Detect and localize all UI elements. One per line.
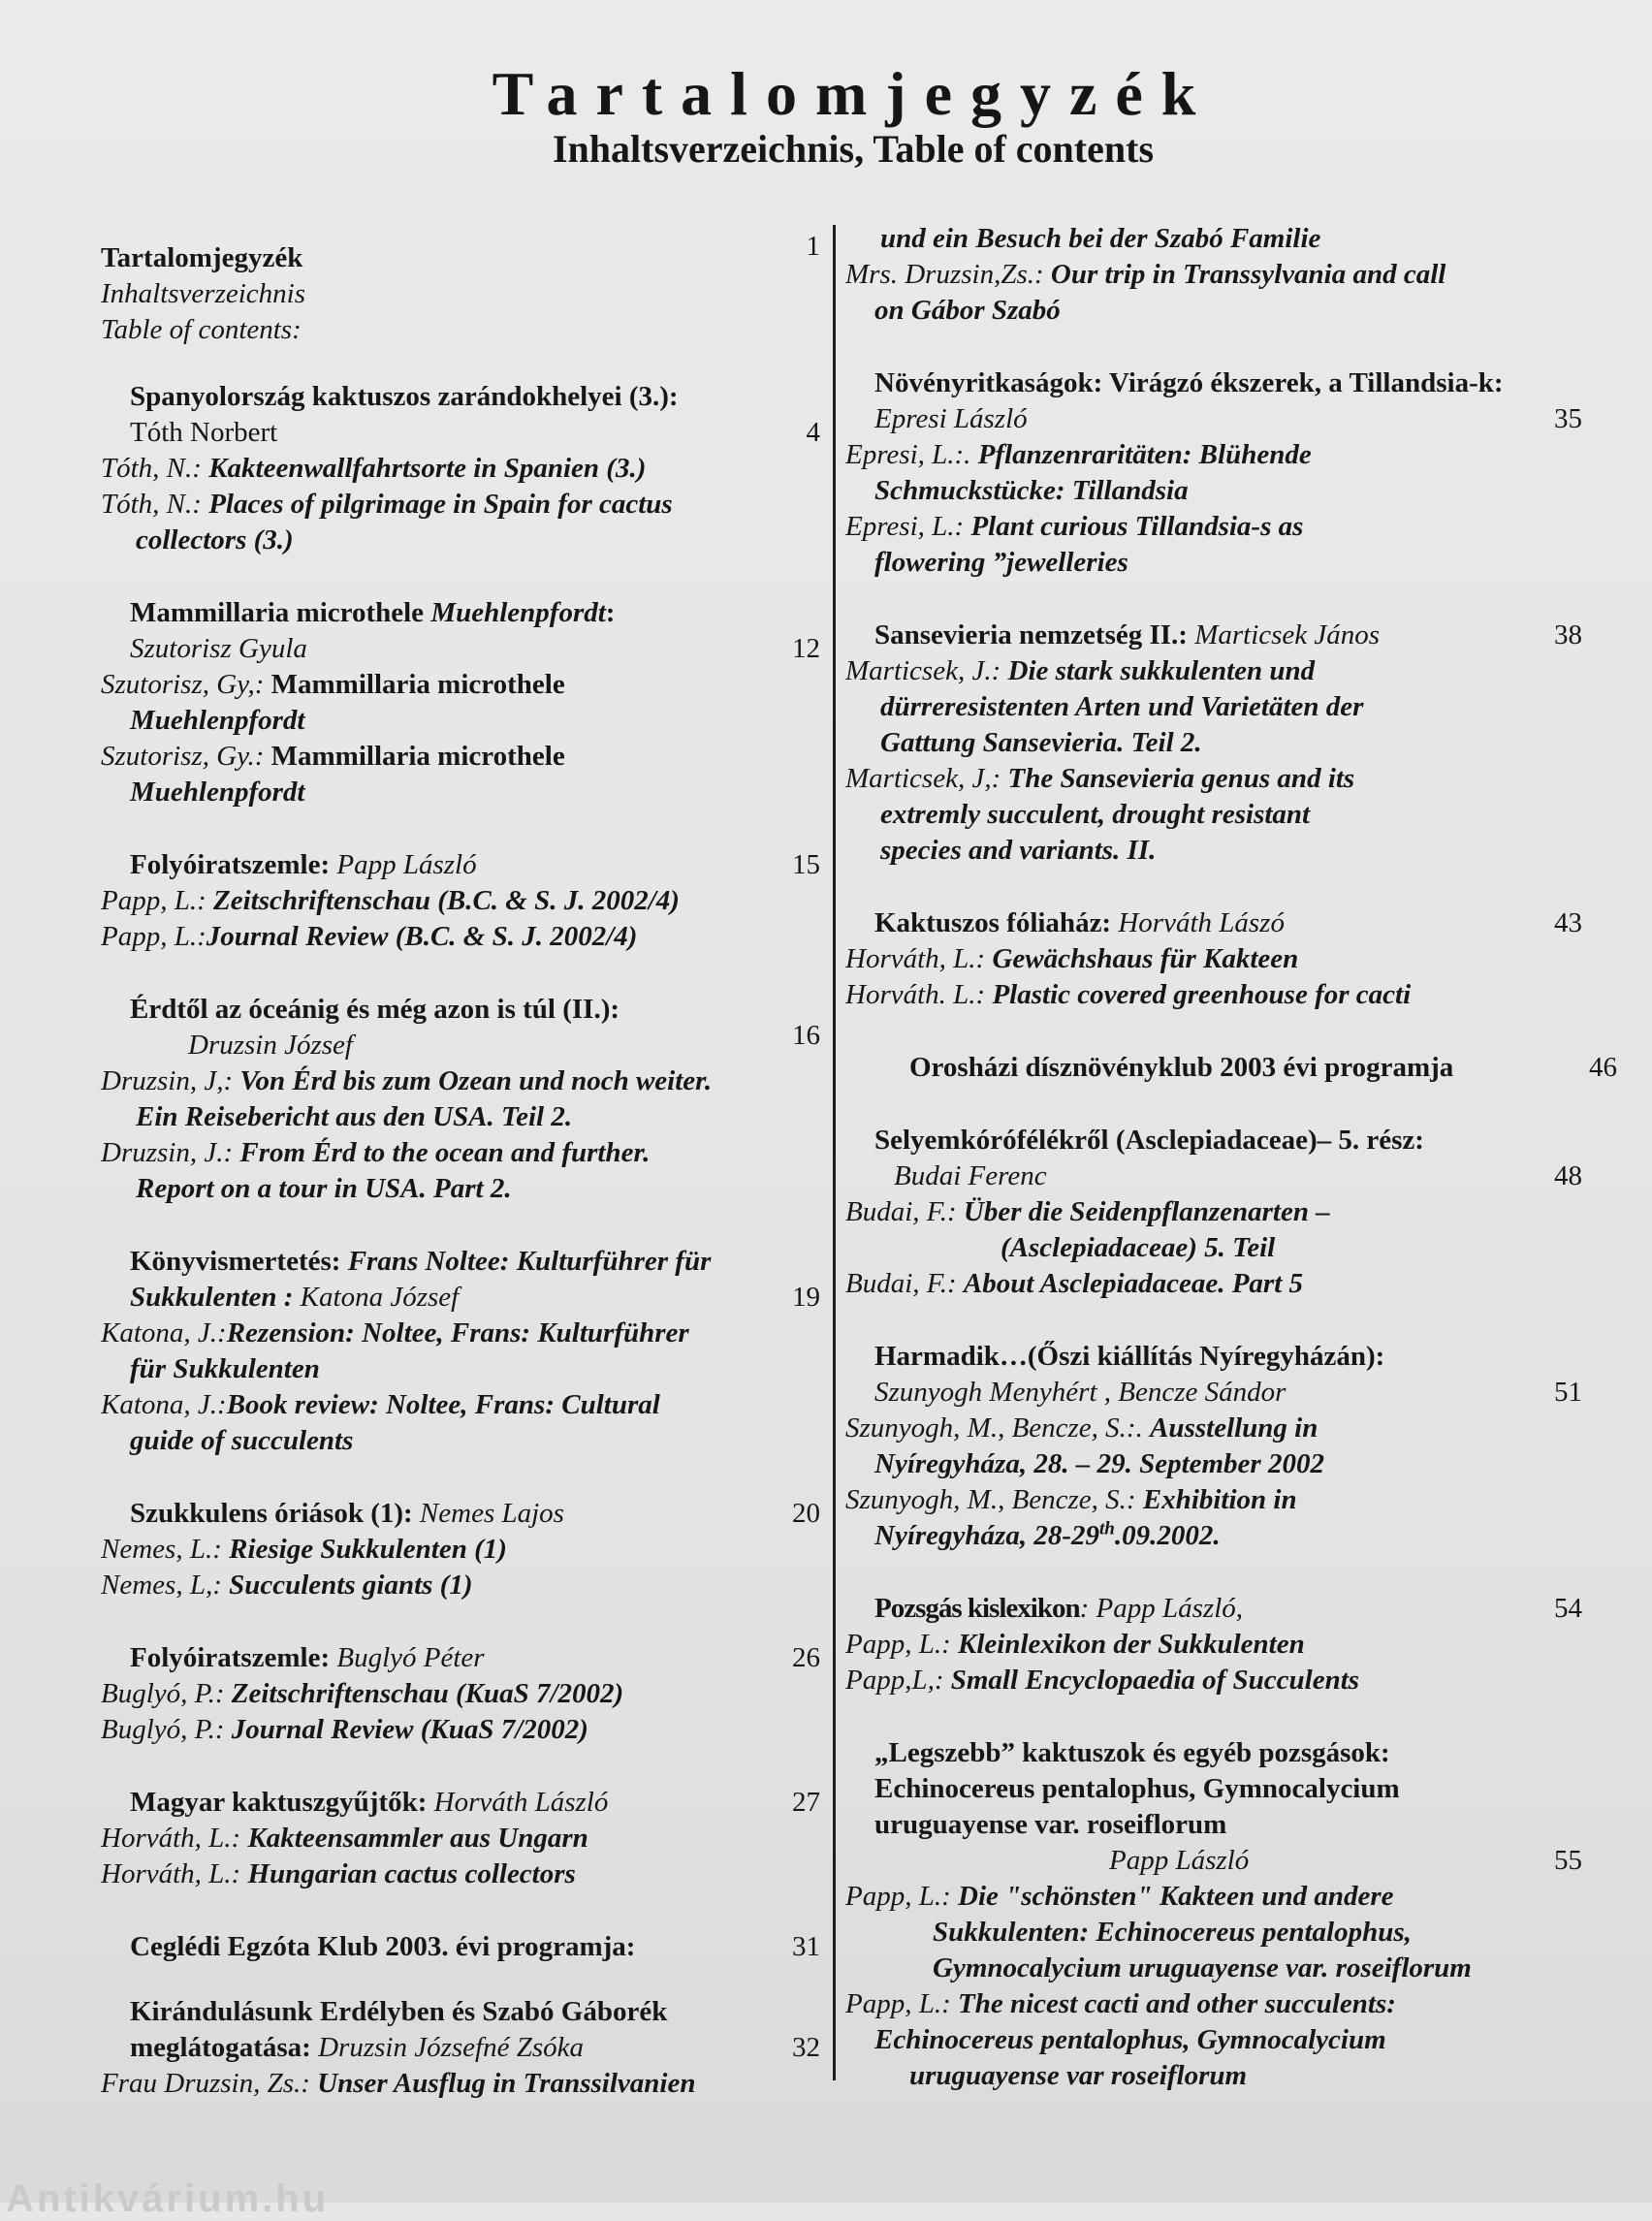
- entry-title-de: Szutorisz, Gy,: Mammillaria microthele: [101, 669, 565, 700]
- entry-title-en: Tóth, N.: Places of pilgrimage in Spain for cactus: [101, 489, 673, 520]
- entry-title: Magyar kaktuszgyűjtők: Horváth László 27: [101, 1785, 820, 1821]
- toc-entry-nicest: [845, 1735, 1582, 2094]
- entry-title-en: Szutorisz, Gy.: Mammillaria microthele: [101, 741, 565, 772]
- entry-author: Tóth Norbert 4: [101, 415, 820, 451]
- entry-title-de: Budai, F.: Über die Seidenpflanzenarten –: [845, 1196, 1330, 1227]
- column-divider: [833, 225, 836, 2080]
- entry-title-de: Epresi, L.:. Pflanzenraritäten: Blühende: [845, 439, 1312, 470]
- entry-title-de-cont: Gattung Sansevieria. Teil 2.: [880, 727, 1202, 758]
- entry-title-en: Papp, L.: The nicest cacti and other succulents:: [845, 1988, 1396, 2019]
- entry-title-en: Marticsek, J,: The Sansevieria genus and its: [845, 763, 1355, 794]
- page-number: 51: [1554, 1377, 1582, 1408]
- entry-title-en: Mrs. Druzsin,Zs.: Our trip in Transsylvania and call: [845, 259, 1446, 290]
- page-subtitle: Inhaltsverzeichnis, Table of contents: [552, 127, 1155, 171]
- entry-title-en: Buglyó, P.: Journal Review (KuaS 7/2002): [101, 1714, 588, 1745]
- entry-title-en: Druzsin, J.: From Érd to the ocean and further.: [101, 1137, 651, 1168]
- entry-title-de: Inhaltsverzeichnis: [101, 278, 306, 309]
- page-number: 16: [792, 1020, 820, 1051]
- entry-title-en-cont: species and variants. II.: [880, 835, 1157, 866]
- toc-entry-greenhouse: [845, 905, 1582, 1013]
- entry-title-en-cont: Muehlenpfordt: [130, 777, 305, 808]
- toc-entry-collectors: [101, 1785, 820, 1892]
- page-number: 31: [792, 1931, 820, 1962]
- page-number: 19: [792, 1282, 820, 1313]
- entry-title: Ceglédi Egzóta Klub 2003. évi programja: 31: [101, 1929, 820, 1965]
- entry-title-de: Papp, L.: Kleinlexikon der Sukkulenten: [845, 1629, 1305, 1660]
- entry-title-en: Papp, L.:Journal Review (B.C. & S. J. 2002/4): [101, 921, 638, 952]
- toc-entry-erd: [101, 992, 820, 1207]
- entry-title-de: Buglyó, P.: Zeitschriftenschau (KuaS 7/2002): [101, 1678, 624, 1709]
- toc-entry-oroshaza: [880, 1050, 1617, 1086]
- entry-title: Folyóiratszemle: Papp László 15: [101, 847, 820, 883]
- toc-entry-contents: [101, 229, 820, 345]
- entry-title-en: Katona, J.:Book review: Noltee, Frans: Cultural: [101, 1389, 660, 1420]
- entry-title-en: Horváth. L.: Plastic covered greenhouse for cacti: [845, 979, 1412, 1010]
- entry-title-de: Druzsin, J,: Von Érd bis zum Ozean und noch weiter.: [101, 1065, 713, 1096]
- entry-title-cont: uruguayense var. roseiflorum: [874, 1809, 1227, 1840]
- entry-title-en-cont: on Gábor Szabó: [874, 295, 1061, 326]
- entry-title-de: Szunyogh, M., Bencze, S.:. Ausstellung in: [845, 1412, 1318, 1444]
- entry-title-cont: Echinocereus pentalophus, Gymnocalycium: [874, 1773, 1400, 1804]
- entry-author: Budai Ferenc 48: [845, 1158, 1582, 1194]
- entry-title-en-cont: flowering ”jewelleries: [874, 547, 1128, 578]
- entry-title-de-cont: Nyíregyháza, 28. – 29. September 2002: [874, 1448, 1324, 1479]
- entry-title: Pozsgás kislexikon: Papp László, 54: [845, 1591, 1582, 1627]
- entry-author: Szutorisz Gyula 12: [101, 631, 820, 667]
- entry-title-cont: meglátogatása: Druzsin Józsefné Zsóka 32: [101, 2030, 820, 2066]
- entry-title-de-cont: Gymnocalycium uruguayense var. roseiflorum: [933, 1952, 1472, 1983]
- page-number: 4: [806, 417, 820, 448]
- entry-title: Növényritkaságok: Virágzó ékszerek, a Tillandsia-k:: [874, 367, 1504, 398]
- toc-entry-trip: [101, 1994, 820, 2102]
- entry-title-de: Horváth, L.: Kakteensammler aus Ungarn: [101, 1823, 588, 1854]
- entry-title-en: Table of contents:: [101, 314, 302, 345]
- entry-title-de-cont: Schmuckstücke: Tillandsia: [874, 475, 1189, 506]
- page-number: 26: [792, 1642, 820, 1673]
- entry-title-de-cont: für Sukkulenten: [130, 1353, 320, 1384]
- page-number: 38: [1554, 619, 1582, 650]
- entry-title-de-cont: Muehlenpfordt: [130, 705, 305, 736]
- entry-title: Könyvismertetés: Frans Noltee: Kulturführer für: [130, 1246, 712, 1277]
- entry-title: „Legszebb” kaktuszok és egyéb pozsgások:: [874, 1737, 1390, 1768]
- toc-entry-trip-continued: [845, 221, 1582, 329]
- entry-title-de-cont: dürreresistenten Arten und Varietäten der: [880, 691, 1364, 722]
- entry-title-cont: Sukkulenten : Katona József 19: [101, 1280, 820, 1316]
- entry-title-de: Tóth, N.: Kakteenwallfahrtsorte in Spanien (3.): [101, 453, 647, 484]
- page-number: 35: [1554, 403, 1582, 434]
- page-number: 43: [1554, 907, 1582, 938]
- entry-title: Kaktuszos fóliaház: Horváth Lászó 43: [845, 905, 1582, 941]
- entry-title: Spanyolország kaktuszos zarándokhelyei (3.):: [130, 381, 679, 412]
- toc-entry-book-review: [101, 1244, 820, 1459]
- entry-title: Érdtől az óceánig és még azon is túl (II.):: [130, 994, 620, 1025]
- entry-author: Szunyogh Menyhért , Bencze Sándor 51: [845, 1375, 1582, 1411]
- entry-title-de: Frau Druzsin, Zs.: Unser Ausflug in Transsilvanien: [101, 2068, 696, 2099]
- page-number: 1: [806, 231, 820, 262]
- entry-title-en-cont: Report on a tour in USA. Part 2.: [136, 1173, 512, 1204]
- entry-author: Papp László 55: [845, 1843, 1582, 1879]
- left-column: [101, 229, 820, 2102]
- entry-title: Szukkulens óriások (1): Nemes Lajos 20: [101, 1496, 820, 1532]
- toc-entry-asclepiad: [845, 1123, 1582, 1302]
- entry-title-en: Epresi, L.: Plant curious Tillandsia-s as: [845, 511, 1304, 542]
- entry-title-de: Papp, L.: Die "schönsten" Kakteen und andere: [845, 1881, 1394, 1912]
- page-number: 54: [1554, 1593, 1582, 1624]
- toc-entry-cegled: [101, 1929, 820, 1965]
- page-number: 15: [792, 849, 820, 880]
- entry-title: Sansevieria nemzetség II.: Marticsek János 38: [845, 618, 1582, 653]
- entry-title-en-cont: guide of succulents: [130, 1425, 354, 1456]
- page-number: 46: [1589, 1052, 1617, 1083]
- entry-title-en: Horváth, L.: Hungarian cactus collectors: [101, 1858, 576, 1889]
- entry-title-de-cont: (Asclepiadaceae) 5. Teil: [1001, 1232, 1276, 1263]
- right-column: [845, 221, 1617, 2094]
- page-number: 20: [792, 1498, 820, 1529]
- toc-entry-tillandsia: [845, 365, 1582, 581]
- entry-title-en: Budai, F.: About Asclepiadaceae. Part 5: [845, 1268, 1304, 1299]
- page-number: 48: [1554, 1160, 1582, 1191]
- entry-title: Harmadik…(Őszi kiállítás Nyíregyházán):: [874, 1341, 1385, 1372]
- entry-title-de: Papp, L.: Zeitschriftenschau (B.C. & S. J. 2002/4): [101, 885, 680, 916]
- entry-title-de: Horváth, L.: Gewächshaus für Kakteen: [845, 943, 1299, 974]
- toc-entry-journal-review-2: [101, 1640, 820, 1748]
- entry-title: Kirándulásunk Erdélyben és Szabó Gáborék: [130, 1996, 668, 2027]
- toc-entry-mammillaria: [101, 595, 820, 810]
- toc-entry-sansevieria: [845, 618, 1582, 869]
- entry-title-de: Katona, J.:Rezension: Noltee, Frans: Kulturführer: [101, 1317, 689, 1348]
- entry-title-en-cont: uruguayense var roseiflorum: [909, 2060, 1248, 2091]
- entry-author: Epresi László 35: [845, 401, 1582, 437]
- entry-title-de-cont: Sukkulenten: Echinocereus pentalophus,: [933, 1917, 1412, 1948]
- entry-title-en: Szunyogh, M., Bencze, S.: Exhibition in: [845, 1484, 1297, 1515]
- page-title: Tartalomjegyzék: [492, 59, 1215, 128]
- entry-author: Druzsin József 16: [188, 1020, 820, 1061]
- toc-entry-spain: [101, 379, 820, 558]
- entry-title-de-cont: Ein Reisebericht aus den USA. Teil 2.: [136, 1101, 573, 1132]
- entry-title: Folyóiratszemle: Buglyó Péter 26: [101, 1640, 820, 1676]
- page-number: 32: [792, 2032, 820, 2063]
- entry-title-de: Marticsek, J.: Die stark sukkulenten und: [845, 655, 1316, 686]
- entry-title-de: Nemes, L.: Riesige Sukkulenten (1): [101, 1534, 507, 1565]
- page-number: 12: [792, 633, 820, 664]
- entry-title: Tartalomjegyzék: [101, 242, 303, 273]
- toc-entry-lexicon: [845, 1591, 1582, 1698]
- entry-title-en-cont: Echinocereus pentalophus, Gymnocalycium: [874, 2024, 1386, 2055]
- page-number: 27: [792, 1787, 820, 1818]
- entry-title-en-cont: Nyíregyháza, 28-29th.09.2002.: [874, 1518, 1221, 1551]
- entry-title-de-cont: und ein Besuch bei der Szabó Familie: [880, 223, 1321, 254]
- page-number: 55: [1554, 1845, 1582, 1876]
- entry-title-en: Nemes, L,: Succulents giants (1): [101, 1570, 473, 1601]
- entry-title-en: Papp,L,: Small Encyclopaedia of Succulents: [845, 1665, 1360, 1696]
- toc-entry-giants: [101, 1496, 820, 1603]
- entry-title-en-cont: collectors (3.): [136, 524, 294, 555]
- entry-title: Orosházi dísznövényklub 2003 évi programja 46: [880, 1050, 1617, 1086]
- toc-entry-journal-review-1: [101, 847, 820, 955]
- watermark: Antikvárium.hu: [6, 2177, 330, 2220]
- entry-title-en-cont: extremly succulent, drought resistant: [880, 799, 1311, 830]
- toc-entry-exhibition: [845, 1339, 1582, 1554]
- entry-title: Mammillaria microthele Muehlenpfordt:: [130, 597, 616, 628]
- entry-title: Selyemkórófélékről (Asclepiadaceae)– 5. rész:: [874, 1125, 1424, 1156]
